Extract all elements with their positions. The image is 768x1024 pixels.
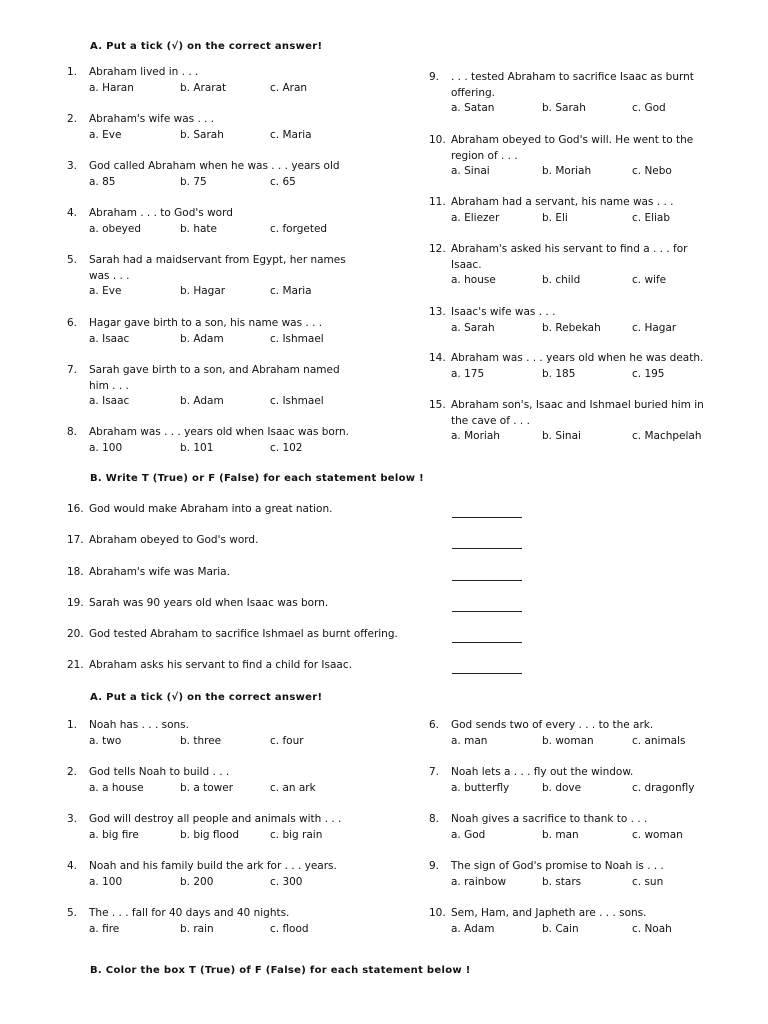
answer-option[interactable]: c. four <box>270 734 304 747</box>
answer-option[interactable]: a. Adam <box>451 922 495 935</box>
question-text: Abraham's asked his servant to find a . . . for <box>451 243 688 255</box>
answer-option[interactable]: b. three <box>180 734 222 747</box>
statement-number: 20. <box>67 628 84 640</box>
answer-option[interactable]: a. 85 <box>89 175 116 188</box>
question-number: 9. <box>429 860 440 872</box>
answer-option[interactable]: a. two <box>89 734 122 747</box>
question-text: him . . . <box>89 379 129 392</box>
question-text: Abraham was . . . years old when he was death. <box>451 352 704 364</box>
answer-option[interactable]: c. Ishmael <box>270 395 324 407</box>
question-number: 10. <box>429 134 446 146</box>
answer-option[interactable]: b. Rebekah <box>542 321 601 334</box>
question-number: 8. <box>429 813 440 825</box>
answer-option[interactable]: c. dragonfly <box>632 781 695 794</box>
statement-text: Abraham asks his servant to find a child for Isaac. <box>89 659 352 671</box>
question-number: 5. <box>67 907 78 919</box>
question-text: Noah has . . . sons. <box>89 719 189 731</box>
question-text: Noah lets a . . . fly out the window. <box>451 766 634 778</box>
question-text: offering. <box>451 86 496 99</box>
answer-option[interactable]: a. 100 <box>89 441 123 454</box>
answer-option[interactable]: b. stars <box>542 875 582 888</box>
question-text: Sarah gave birth to a son, and Abraham named <box>89 364 340 376</box>
answer-option[interactable]: c. Nebo <box>632 165 672 177</box>
section2-heading-b: B. Color the box T (True) of F (False) for each statement below ! <box>90 965 471 976</box>
question-number: 2. <box>67 766 78 778</box>
answer-option[interactable]: b. woman <box>542 734 594 747</box>
answer-option[interactable]: c. Noah <box>632 922 672 935</box>
question-text: the cave of . . . <box>451 414 530 427</box>
answer-option[interactable]: c. big rain <box>270 828 323 841</box>
answer-option[interactable]: a. Satan <box>451 102 495 114</box>
question-number: 15. <box>429 399 446 411</box>
answer-option[interactable]: a. Isaac <box>89 395 130 407</box>
answer-option[interactable]: c. animals <box>632 734 686 747</box>
question-text: Abraham was . . . years old when Isaac was born. <box>89 426 349 438</box>
answer-option[interactable]: a. Sinai <box>451 165 490 177</box>
question-number: 6. <box>67 317 78 329</box>
question-text: God will destroy all people and animals with . . . <box>89 813 342 825</box>
question-text: region of . . . <box>451 149 518 162</box>
question-number: 12. <box>429 243 446 255</box>
question-text: Isaac. <box>451 258 482 271</box>
question-number: 4. <box>67 860 78 872</box>
answer-option[interactable]: b. rain <box>180 922 214 935</box>
question-number: 14. <box>429 352 446 364</box>
answer-option[interactable]: a. Eliezer <box>451 211 500 224</box>
answer-option[interactable]: b. a tower <box>180 781 234 794</box>
section1-heading-a: A. Put a tick (√) on the correct answer! <box>90 41 323 52</box>
answer-option[interactable]: a. Eve <box>89 285 122 297</box>
question-text: Noah gives a sacrifice to thank to . . . <box>451 813 648 825</box>
answer-option[interactable]: a. Haran <box>89 81 134 94</box>
answer-option[interactable]: b. 75 <box>180 175 207 188</box>
question-number: 13. <box>429 306 446 318</box>
answer-option[interactable]: a. man <box>451 734 488 747</box>
question-text: Sarah had a maidservant from Egypt, her names <box>89 254 346 266</box>
question-text: Abraham lived in . . . <box>89 66 199 78</box>
answer-option[interactable]: b. 101 <box>180 441 214 454</box>
answer-option[interactable]: a. 175 <box>451 367 485 380</box>
answer-option[interactable]: a. God <box>451 828 486 841</box>
answer-option[interactable]: c. 65 <box>270 175 296 188</box>
answer-option[interactable]: c. God <box>632 102 666 114</box>
question-text: Sem, Ham, and Japheth are . . . sons. <box>451 907 647 919</box>
answer-option[interactable]: a. Moriah <box>451 430 500 442</box>
answer-option[interactable]: c. flood <box>270 922 309 935</box>
answer-option[interactable]: c. Maria <box>270 128 312 141</box>
answer-option[interactable]: a. rainbow <box>451 875 507 888</box>
question-number: 6. <box>429 719 440 731</box>
question-number: 8. <box>67 426 78 438</box>
question-text: . . . tested Abraham to sacrifice Isaac as burnt <box>451 71 694 83</box>
section2-heading-a: A. Put a tick (√) on the correct answer! <box>90 692 323 703</box>
question-text: God sends two of every . . . to the ark. <box>451 719 654 731</box>
statement-text: Abraham's wife was Maria. <box>89 566 230 578</box>
answer-option[interactable]: c. Aran <box>270 81 308 94</box>
answer-option[interactable]: b. Moriah <box>542 165 592 177</box>
answer-option[interactable]: b. Adam <box>180 332 224 345</box>
answer-option[interactable]: b. 185 <box>542 367 576 380</box>
answer-option[interactable]: a. Isaac <box>89 332 130 345</box>
question-text: Abraham had a servant, his name was . . . <box>451 196 674 208</box>
answer-blank[interactable] <box>452 536 522 549</box>
answer-option[interactable]: c. Maria <box>270 285 312 297</box>
question-number: 9. <box>429 71 440 83</box>
answer-option[interactable]: b. big flood <box>180 828 240 841</box>
answer-blank[interactable] <box>452 568 522 581</box>
answer-option[interactable]: c. Hagar <box>632 321 677 334</box>
answer-option[interactable]: a. fire <box>89 922 120 935</box>
answer-option[interactable]: c. Ishmael <box>270 332 324 345</box>
answer-option[interactable]: c. forgeted <box>270 222 328 235</box>
question-text: Abraham obeyed to God's will. He went to the <box>451 134 694 146</box>
question-text: The sign of God's promise to Noah is . . . <box>451 860 664 872</box>
question-text: was . . . <box>89 269 130 282</box>
statement-text: God would make Abraham into a great nation. <box>89 503 333 515</box>
answer-option[interactable]: b. Sarah <box>542 102 586 114</box>
answer-option[interactable]: c. an ark <box>270 781 316 794</box>
question-number: 7. <box>429 766 440 778</box>
question-number: 1. <box>67 66 78 78</box>
answer-option[interactable]: a. a house <box>89 781 144 794</box>
statement-number: 17. <box>67 534 84 546</box>
answer-option[interactable]: b. child <box>542 274 581 286</box>
question-number: 3. <box>67 813 78 825</box>
question-text: Noah and his family build the ark for . . . years. <box>89 860 337 872</box>
question-number: 11. <box>429 196 446 208</box>
answer-option[interactable]: a. obeyed <box>89 222 141 235</box>
question-text: God called Abraham when he was . . . years old <box>89 160 340 172</box>
statement-text: God tested Abraham to sacrifice Ishmael as burnt offering. <box>89 628 398 640</box>
question-number: 10. <box>429 907 446 919</box>
answer-blank[interactable] <box>452 505 522 518</box>
question-number: 4. <box>67 207 78 219</box>
answer-option[interactable]: b. 200 <box>180 875 214 888</box>
answer-option[interactable]: c. woman <box>632 828 683 841</box>
answer-option[interactable]: c. sun <box>632 875 664 888</box>
answer-option[interactable]: b. dove <box>542 781 582 794</box>
question-number: 3. <box>67 160 78 172</box>
answer-option[interactable]: c. 300 <box>270 875 303 888</box>
question-number: 2. <box>67 113 78 125</box>
answer-option[interactable]: c. wife <box>632 274 667 286</box>
answer-option[interactable]: b. man <box>542 828 579 841</box>
question-text: Isaac's wife was . . . <box>451 306 556 318</box>
answer-option[interactable]: c. 102 <box>270 441 303 454</box>
answer-option[interactable]: a. Eve <box>89 128 122 141</box>
question-text: The . . . fall for 40 days and 40 nights. <box>89 907 290 919</box>
answer-option[interactable]: c. 195 <box>632 367 665 380</box>
answer-option[interactable]: c. Eliab <box>632 211 671 224</box>
answer-option[interactable]: a. house <box>451 274 496 286</box>
answer-option[interactable]: b. Ararat <box>180 81 227 94</box>
answer-option[interactable]: b. Sinai <box>542 430 581 442</box>
question-number: 5. <box>67 254 78 266</box>
answer-option[interactable]: b. hate <box>180 222 218 235</box>
answer-option[interactable]: a. big fire <box>89 828 139 841</box>
answer-option[interactable]: a. butterfly <box>451 781 510 794</box>
question-text: Abraham son's, Isaac and Ishmael buried him in <box>451 399 704 411</box>
question-number: 7. <box>67 364 78 376</box>
answer-option[interactable]: b. Hagar <box>180 285 226 297</box>
question-text: Hagar gave birth to a son, his name was . . . <box>89 317 323 329</box>
statement-text: Sarah was 90 years old when Isaac was born. <box>89 597 329 609</box>
answer-option[interactable]: a. 100 <box>89 875 123 888</box>
section1-heading-b: B. Write T (True) or F (False) for each statement below ! <box>90 473 424 484</box>
answer-blank[interactable] <box>452 661 522 674</box>
question-number: 1. <box>67 719 78 731</box>
answer-blank[interactable] <box>452 630 522 643</box>
answer-option[interactable]: b. Eli <box>542 211 568 224</box>
statement-text: Abraham obeyed to God's word. <box>89 534 259 546</box>
question-text: Abraham's wife was . . . <box>89 113 215 125</box>
statement-number: 16. <box>67 503 84 515</box>
statement-number: 19. <box>67 597 84 609</box>
answer-option[interactable]: b. Cain <box>542 922 579 935</box>
answer-option[interactable]: a. Sarah <box>451 321 495 334</box>
answer-blank[interactable] <box>452 599 522 612</box>
statement-number: 18. <box>67 566 84 578</box>
answer-option[interactable]: b. Sarah <box>180 128 224 141</box>
statement-number: 21. <box>67 659 84 671</box>
answer-option[interactable]: c. Machpelah <box>632 430 702 442</box>
question-text: God tells Noah to build . . . <box>89 766 230 778</box>
question-text: Abraham . . . to God's word <box>89 207 233 219</box>
answer-option[interactable]: b. Adam <box>180 395 224 407</box>
